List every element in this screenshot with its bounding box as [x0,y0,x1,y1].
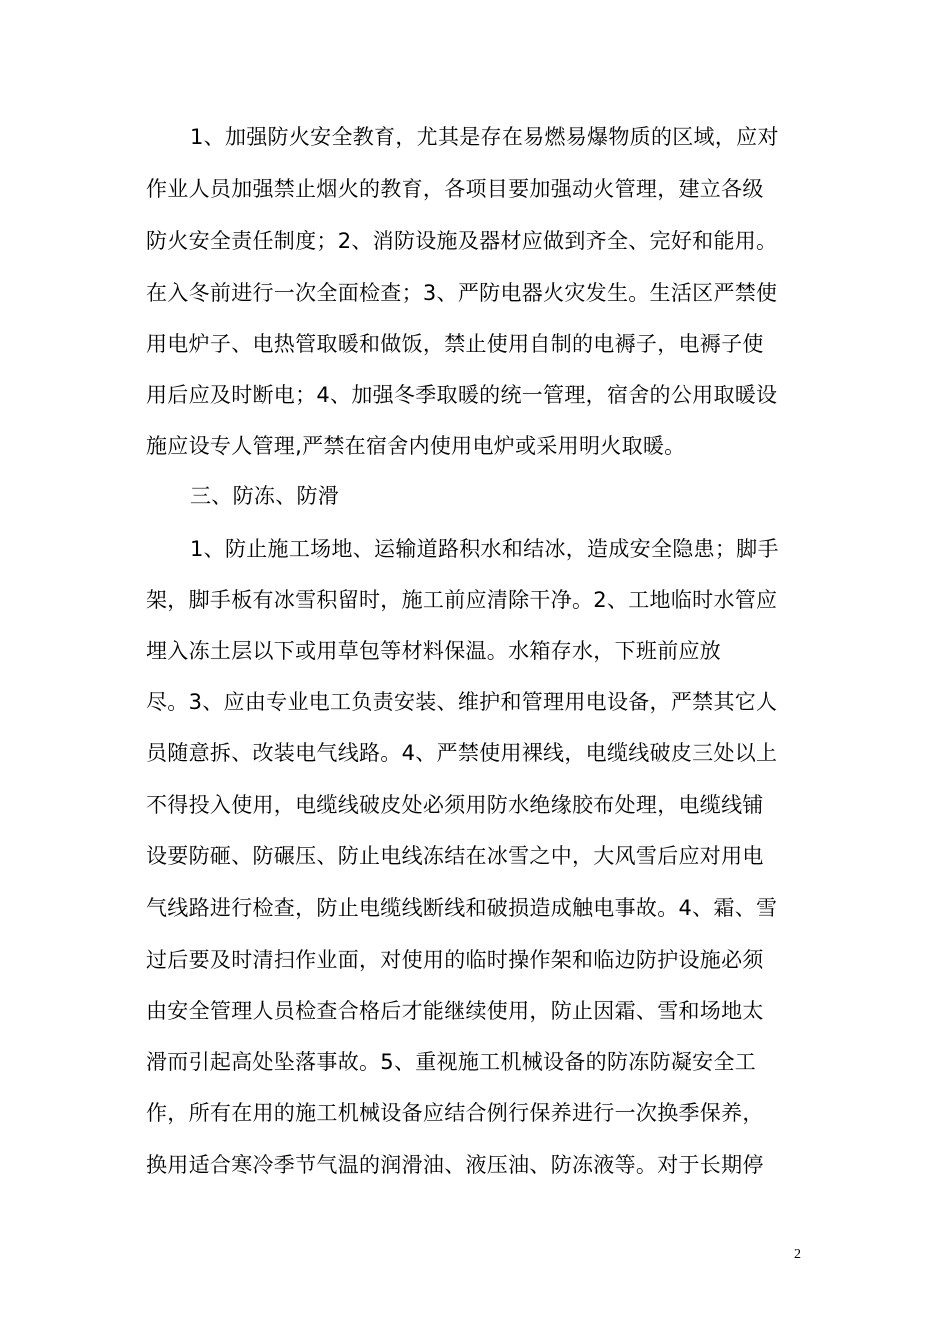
text-line: 气线路进行检查，防止电缆线断线和破损造成触电事故。4、霜、雪 [146,896,778,920]
text-line: 换用适合寒冷季节气温的润滑油、液压油、防冻液等。对于长期停 [146,1153,764,1177]
text-line: 用后应及时断电；4、加强冬季取暖的统一管理，宿舍的公用取暖设 [146,383,778,407]
text-line: 尽。3、应由专业电工负责安装、维护和管理用电设备，严禁其它人 [146,690,778,714]
text-line: 设要防砸、防碾压、防止电线冻结在冰雪之中，大风雪后应对用电 [146,844,764,868]
text-line: 1、加强防火安全教育，尤其是存在易燃易爆物质的区域，应对 [190,125,779,149]
text-line: 用电炉子、电热管取暖和做饭，禁止使用自制的电褥子，电褥子使 [146,332,764,356]
text-line: 防火安全责任制度；2、消防设施及器材应做到齐全、完好和能用。 [146,229,778,253]
text-line: 1、防止施工场地、运输道路积水和结冰，造成安全隐患；脚手 [190,537,779,561]
text-line: 滑而引起高处坠落事故。5、重视施工机械设备的防冻防凝安全工 [146,1050,757,1074]
page-number: 2 [794,1247,801,1262]
text-line: 由安全管理人员检查合格后才能继续使用，防止因霜、雪和场地太 [146,999,764,1023]
text-line: 作业人员加强禁止烟火的教育，各项目要加强动火管理，建立各级 [146,177,764,201]
text-line: 过后要及时清扫作业面，对使用的临时操作架和临边防护设施必须 [146,948,764,972]
text-line: 施应设专人管理,严禁在宿舍内使用电炉或采用明火取暖。 [146,434,686,458]
text-line: 员随意拆、改装电气线路。4、严禁使用裸线，电缆线破皮三处以上 [146,741,778,765]
text-line: 在入冬前进行一次全面检查；3、严防电器火灾发生。生活区严禁使 [146,281,778,305]
text-line: 不得投入使用，电缆线破皮处必须用防水绝缘胶布处理，电缆线铺 [146,793,764,817]
section-heading: 三、防冻、防滑 [190,484,340,508]
text-line: 作，所有在用的施工机械设备应结合例行保养进行一次换季保养， [146,1101,764,1125]
text-line: 埋入冻土层以下或用草包等材料保温。水箱存水，下班前应放 [146,639,722,663]
text-line: 架，脚手板有冰雪积留时，施工前应清除干净。2、工地临时水管应 [146,588,778,612]
